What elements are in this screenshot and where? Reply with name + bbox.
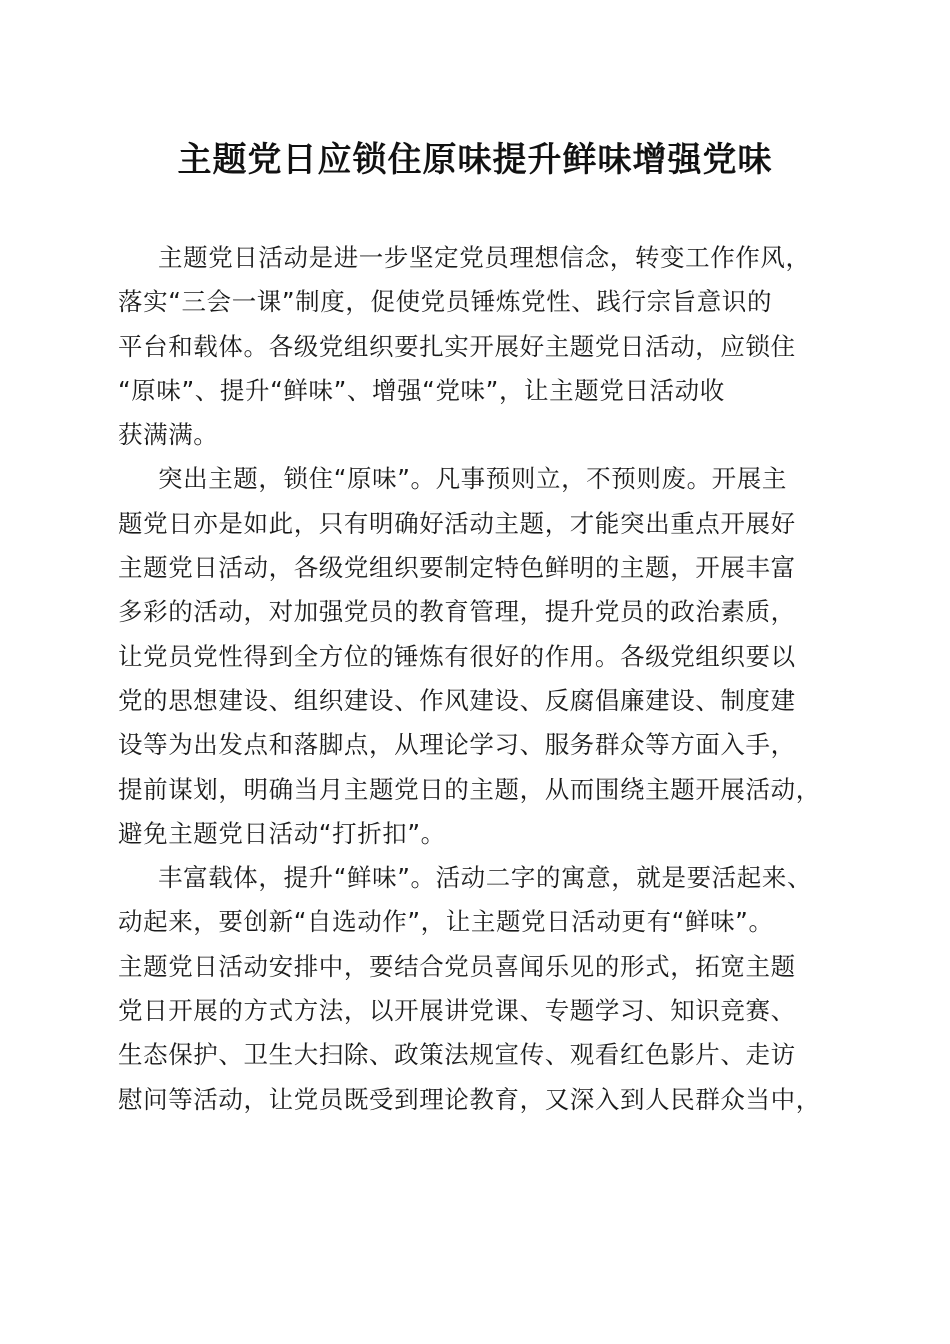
text-line: 突出主题，锁住“原味”。凡事预则立，不预则废。开展主	[158, 464, 787, 494]
text-line: 慰问等活动，让党员既受到理论教育，又深入到人民群众当中，	[118, 1084, 821, 1114]
text-line: 多彩的活动，对加强党员的教育管理，提升党员的政治素质，	[118, 597, 796, 627]
text-line: 主题党日活动安排中，要结合党员喜闻乐见的形式，拓宽主题	[118, 951, 796, 981]
text-line: 提前谋划，明确当月主题党日的主题，从而围绕主题开展活动，	[118, 774, 821, 804]
text-line: 让党员党性得到全方位的锤炼有很好的作用。各级党组织要以	[118, 641, 796, 671]
text-line: 平台和载体。各级党组织要扎实开展好主题党日活动，应锁住	[118, 331, 796, 361]
text-line: 设等为出发点和落脚点，从理论学习、服务群众等方面入手，	[118, 730, 796, 760]
text-line: 题党日亦是如此，只有明确好活动主题，才能突出重点开展好	[118, 508, 796, 538]
text-line: 主题党日活动是进一步坚定党员理想信念，转变工作作风，	[158, 243, 811, 272]
text-line: 避免主题党日活动“打折扣”。	[118, 818, 446, 848]
text-line: “原味”、提升“鲜味”、增强“党味”，让主题党日活动收	[118, 375, 725, 405]
text-line: 落实“三会一课”制度，促使党员锤炼党性、践行宗旨意识的	[118, 287, 773, 317]
text-line: 获满满。	[118, 420, 219, 450]
document-title: 主题党日应锁住原味提升鲜味增强党味	[177, 140, 773, 180]
text-line: 丰富载体，提升“鲜味”。活动二字的寓意，就是要活起来、	[158, 863, 813, 893]
document-body	[118, 236, 830, 1122]
text-line: 党的思想建设、组织建设、作风建设、反腐倡廉建设、制度建	[118, 685, 796, 715]
text-line: 党日开展的方式方法，以开展讲党课、专题学习、知识竞赛、	[118, 996, 796, 1026]
text-line: 生态保护、卫生大扫除、政策法规宣传、观看红色影片、走访	[118, 1040, 796, 1070]
text-line: 动起来，要创新“自选动作”，让主题党日活动更有“鲜味”。	[118, 907, 774, 937]
text-line: 主题党日活动，各级党组织要制定特色鲜明的主题，开展丰富	[118, 553, 796, 583]
